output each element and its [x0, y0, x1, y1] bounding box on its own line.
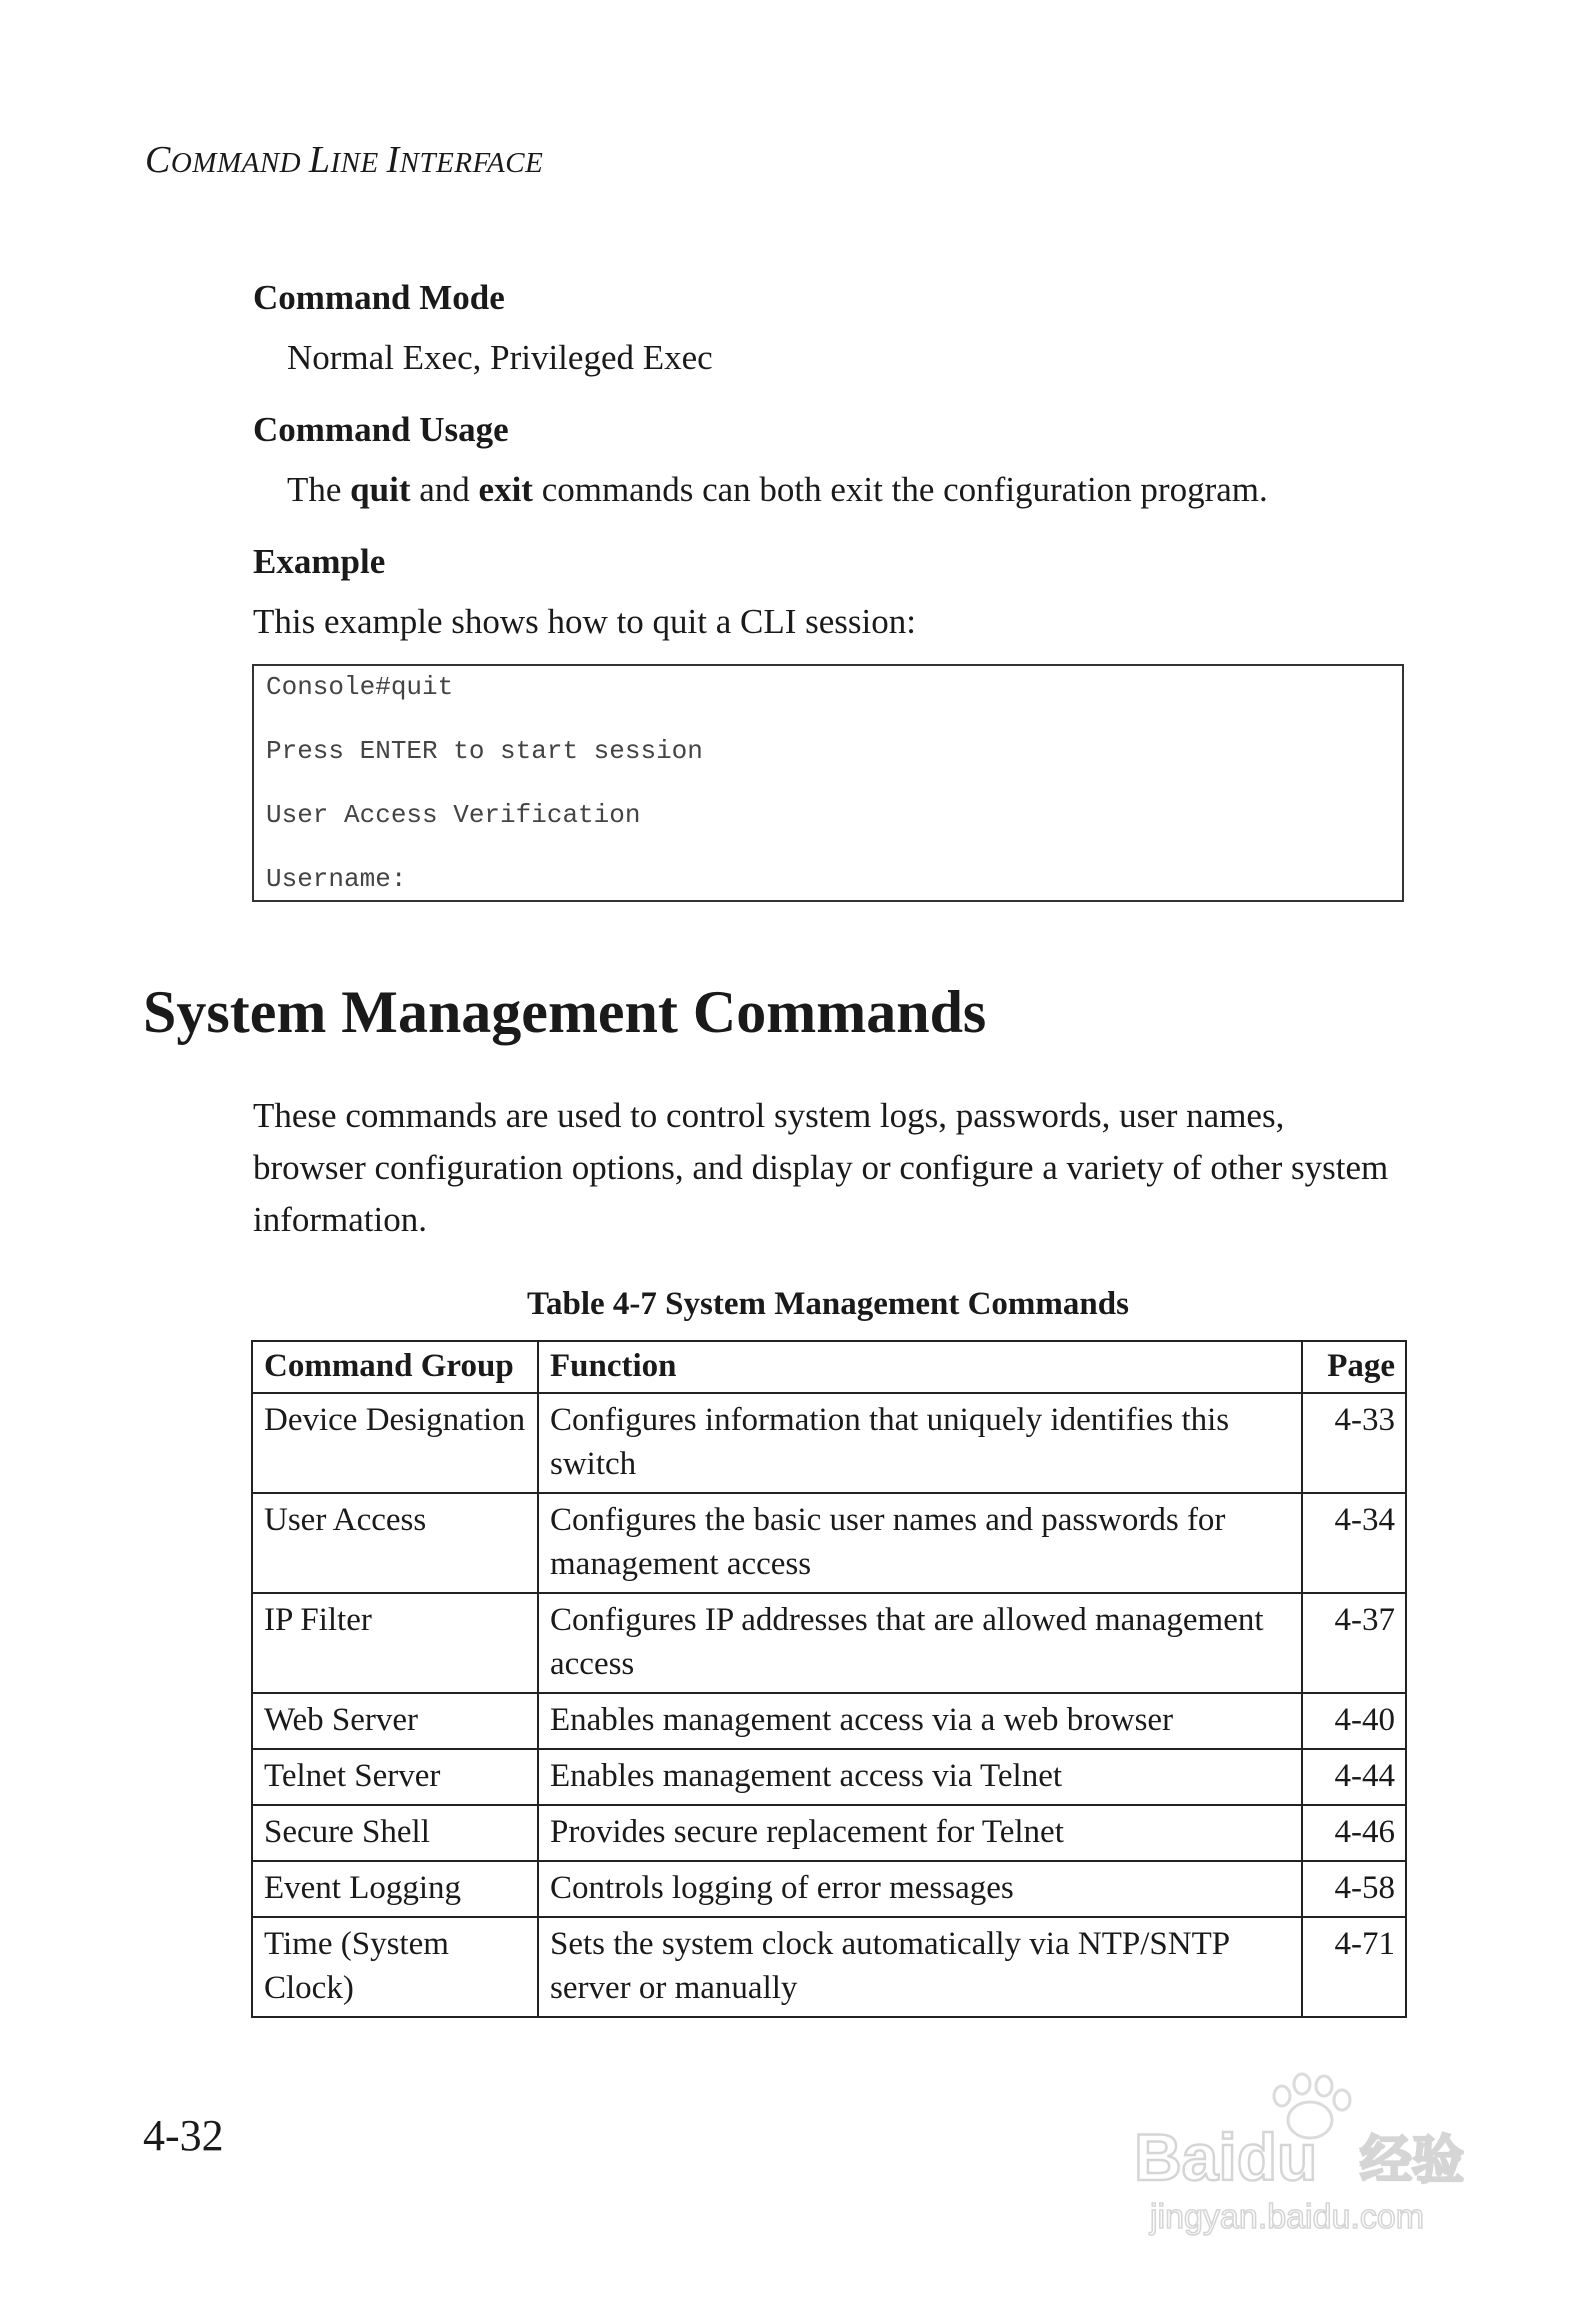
- code-line: Console#quit: [266, 672, 454, 702]
- table-cell: Device Designation: [252, 1393, 538, 1493]
- table-cell: Provides secure replacement for Telnet: [538, 1805, 1302, 1861]
- quit-keyword: quit: [350, 470, 411, 509]
- table-row: [252, 1493, 1406, 1593]
- section-title: System Management Commands: [143, 979, 987, 1045]
- table-cell: 4-37: [1302, 1593, 1406, 1693]
- table-cell: Time (System Clock): [252, 1917, 538, 2017]
- table-cell: Secure Shell: [252, 1805, 538, 1861]
- code-line: User Access Verification: [266, 800, 641, 830]
- table-cell: Configures the basic user names and passwords for management access: [538, 1493, 1302, 1593]
- code-line: Username:: [266, 864, 407, 894]
- table-cell: User Access: [252, 1493, 538, 1593]
- table-cell: Sets the system clock automatically via NTP/SNTP server or manually: [538, 1917, 1302, 2017]
- table-row: [252, 1917, 1406, 2017]
- exit-keyword: exit: [478, 470, 533, 509]
- commands-table: [251, 1340, 1407, 2018]
- table-row: [252, 1805, 1406, 1861]
- table-row: [252, 1593, 1406, 1693]
- watermark-cn: 经验: [1360, 2131, 1465, 2191]
- baidu-jingyan-watermark: [1120, 2060, 1520, 2260]
- table-cell: Web Server: [252, 1693, 538, 1749]
- table-cell: Telnet Server: [252, 1749, 538, 1805]
- column-header: Command Group: [252, 1341, 538, 1393]
- code-block: [252, 664, 1404, 902]
- watermark-brand: Baidu: [1134, 2120, 1318, 2194]
- table-cell: IP Filter: [252, 1593, 538, 1693]
- table-cell: Enables management access via a web browser: [538, 1693, 1302, 1749]
- table-cell: 4-33: [1302, 1393, 1406, 1493]
- command-mode-heading: Command Mode: [253, 278, 505, 317]
- section-intro: These commands are used to control system logs, passwords, user names, browser configuration options, and display or configure a variety of other system information.: [253, 1096, 1389, 1239]
- running-head: COMMAND LINE INTERFACE: [145, 139, 544, 181]
- code-line: Press ENTER to start session: [266, 736, 703, 766]
- page-number: 4-32: [143, 2111, 224, 2160]
- command-usage-heading: Command Usage: [253, 410, 509, 449]
- table-cell: 4-44: [1302, 1749, 1406, 1805]
- command-mode-text: Normal Exec, Privileged Exec: [287, 338, 713, 377]
- table-cell: 4-40: [1302, 1693, 1406, 1749]
- table-cell: 4-71: [1302, 1917, 1406, 2017]
- table-row: [252, 1693, 1406, 1749]
- example-heading: Example: [253, 542, 386, 581]
- table-header-row: [252, 1341, 1406, 1393]
- table-row: [252, 1393, 1406, 1493]
- table-cell: Configures IP addresses that are allowed management access: [538, 1593, 1302, 1693]
- column-header: Page: [1302, 1341, 1406, 1393]
- table-row: [252, 1861, 1406, 1917]
- table-cell: Enables management access via Telnet: [538, 1749, 1302, 1805]
- table-cell: Configures information that uniquely identifies this switch: [538, 1393, 1302, 1493]
- table-caption: Table 4-7 System Management Commands: [527, 1286, 1129, 1322]
- table-cell: 4-34: [1302, 1493, 1406, 1593]
- column-header: Function: [538, 1341, 1302, 1393]
- table-cell: 4-46: [1302, 1805, 1406, 1861]
- table-cell: 4-58: [1302, 1861, 1406, 1917]
- table-cell: Controls logging of error messages: [538, 1861, 1302, 1917]
- watermark-url: jingyan.baidu.com: [1150, 2198, 1425, 2236]
- table-row: [252, 1749, 1406, 1805]
- example-text: This example shows how to quit a CLI session:: [253, 602, 917, 641]
- table-cell: Event Logging: [252, 1861, 538, 1917]
- command-usage-text: The quit and exit commands can both exit the configuration program.: [287, 470, 1268, 509]
